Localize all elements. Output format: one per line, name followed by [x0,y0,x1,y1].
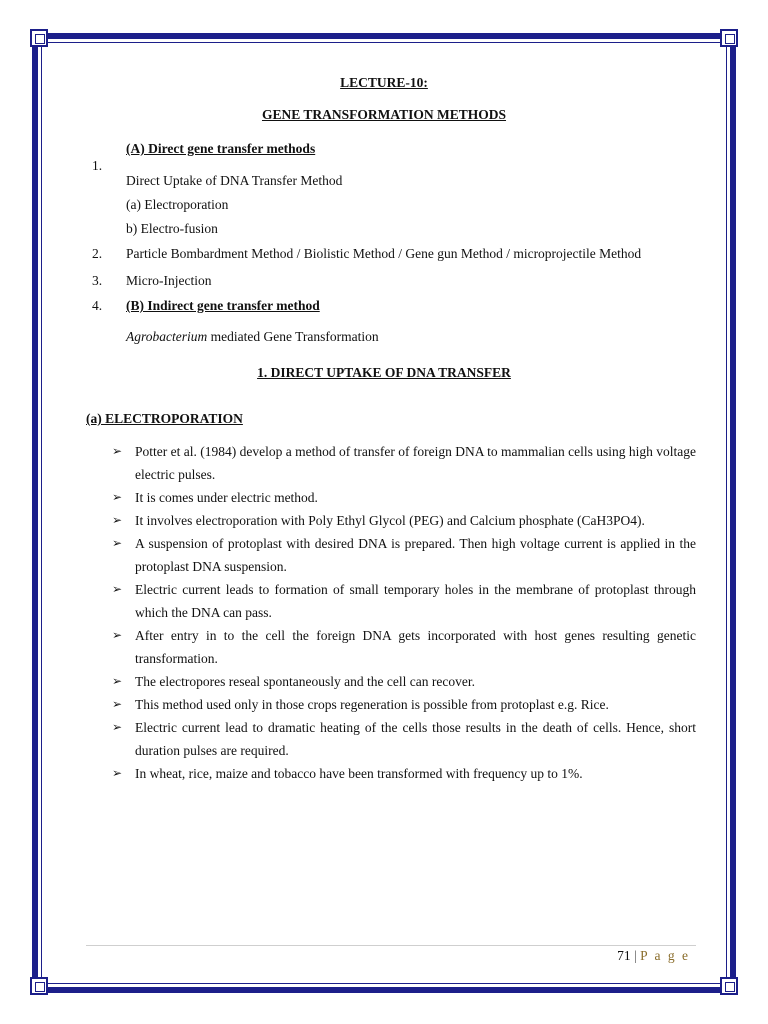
list-item: Direct Uptake of DNA Transfer Method [126,173,343,188]
footer-separator: | [634,948,637,963]
lecture-heading: LECTURE-10: [340,75,428,90]
arrow-bullet-icon: ➢ [112,720,123,734]
bullet-text: The electropores reseal spontaneously and the cell can recover. [135,674,475,689]
bullet-text: In wheat, rice, maize and tobacco have been transformed with frequency up to 1%. [135,766,583,781]
list-number: 4. [92,298,103,313]
list-number: 2. [92,246,103,261]
bullet-text: It involves electroporation with Poly Ethyl Glycol (PEG) and Calcium phosphate (CaH3PO4). [135,513,645,528]
bullet-list [112,440,696,785]
arrow-bullet-icon: ➢ [112,490,123,504]
bullet-text: Electric current leads to formation of small temporary holes in the membrane of protoplast through which the DNA can pass. [135,582,696,620]
bullet-item [112,670,696,693]
list-item: (a) Electroporation [126,197,229,212]
footer-divider [86,945,696,946]
list-item-text: mediated Gene Transformation [207,329,379,344]
arrow-bullet-icon: ➢ [112,513,123,527]
topic-heading: GENE TRANSFORMATION METHODS [261,107,507,122]
list-item: Micro-Injection [126,273,212,288]
agrobacterium-term: Agrobacterium [126,329,208,344]
direct-methods-heading: (A) Direct gene transfer methods [126,141,316,156]
arrow-bullet-icon: ➢ [112,536,123,550]
page-footer [617,948,690,964]
arrow-bullet-icon: ➢ [112,582,123,596]
bullet-item [112,578,696,624]
page-label: P a g e [640,948,690,963]
section-title: 1. DIRECT UPTAKE OF DNA TRANSFER [257,365,511,380]
bullet-item [112,624,696,670]
bullet-item [112,532,696,578]
arrow-bullet-icon: ➢ [112,444,123,458]
page-number: 71 [617,948,631,963]
bullet-item [112,509,696,532]
bullet-item [112,693,696,716]
arrow-bullet-icon: ➢ [112,697,123,711]
arrow-bullet-icon: ➢ [112,766,123,780]
list-item: b) Electro-fusion [126,221,218,236]
bullet-text: A suspension of protoplast with desired DNA is prepared. Then high voltage current is applied in the protoplast DNA suspension. [135,536,696,574]
bullet-text: Potter et al. (1984) develop a method of transfer of foreign DNA to mammalian cells using high voltage electric pulses. [135,444,696,482]
indirect-methods-heading: (B) Indirect gene transfer method [126,298,320,313]
bullet-text: After entry in to the cell the foreign DNA gets incorporated with host genes resulting genetic transformation. [135,628,696,666]
list-number: 1. [92,158,103,173]
arrow-bullet-icon: ➢ [112,628,123,642]
list-number: 3. [92,273,103,288]
arrow-bullet-icon: ➢ [112,674,123,688]
subsection-title: (a) ELECTROPORATION [86,411,243,426]
bullet-item [112,716,696,762]
list-item [126,329,379,345]
bullet-text: It is comes under electric method. [135,490,318,505]
bullet-item [112,440,696,486]
bullet-item [112,762,696,785]
bullet-text: This method used only in those crops regeneration is possible from protoplast e.g. Rice. [135,697,609,712]
bullet-text: Electric current lead to dramatic heating of the cells those results in the death of cells. Hence, short duration pulses are required. [135,720,696,758]
list-item: Particle Bombardment Method / Biolistic Method / Gene gun Method / microprojectile Method [126,246,642,261]
bullet-item [112,486,696,509]
